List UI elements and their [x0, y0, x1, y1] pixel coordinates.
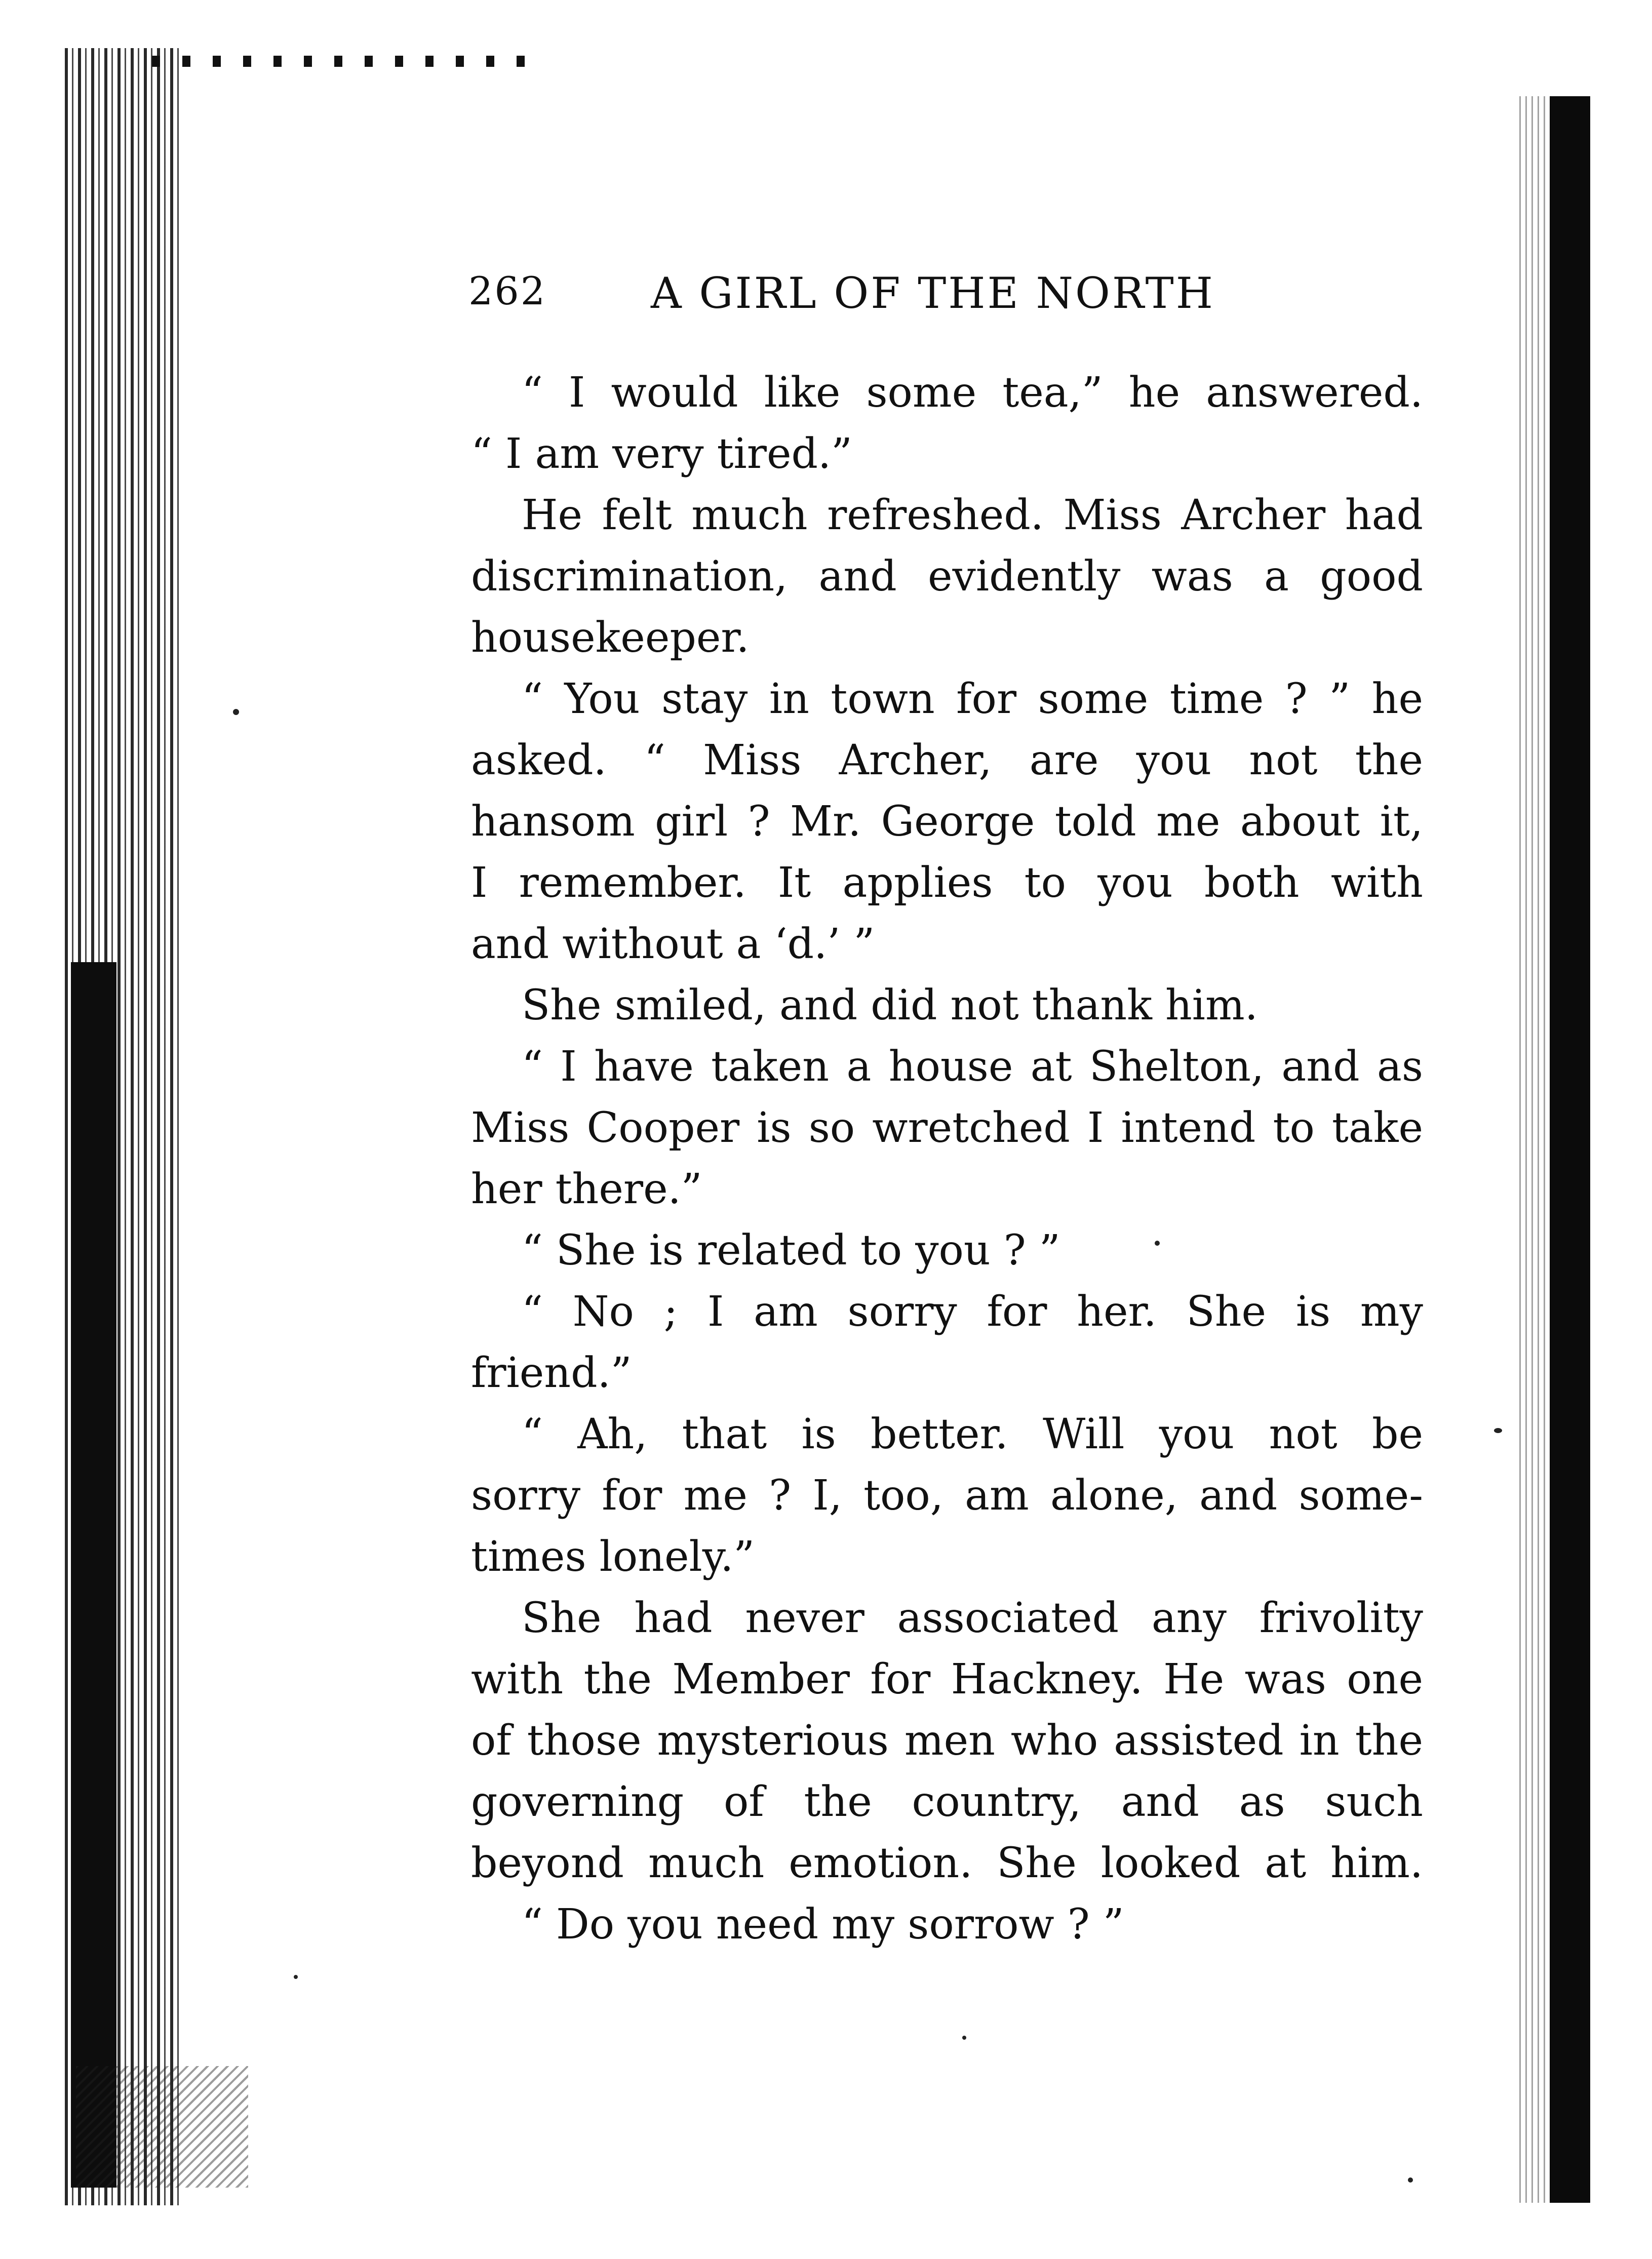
text-line: housekeeper. [471, 614, 750, 662]
text-line: governing of the country, and as such [471, 1778, 1423, 1826]
text-line: “ She is related to you ? ” [522, 1226, 1060, 1275]
text-line: with the Member for Hackney. He was one [471, 1655, 1423, 1703]
text-line: asked. “ Miss Archer, are you not the [471, 736, 1423, 784]
text-line: “ I am very tired.” [471, 430, 852, 478]
text-line: her there.” [471, 1165, 702, 1213]
text-line: Miss Cooper is so wretched I intend to take [471, 1104, 1423, 1152]
text-line: She smiled, and did not thank him. [522, 981, 1258, 1029]
text-line: He felt much refreshed. Miss Archer had [522, 491, 1423, 539]
scan-speck [1408, 2177, 1413, 2183]
scan-speck [294, 1975, 298, 1979]
text-line: “ No ; I am sorry for her. She is my [522, 1288, 1423, 1336]
scan-speck [962, 2036, 966, 2040]
text-line: “ I have taken a house at Shelton, and as [522, 1043, 1423, 1091]
page-number: 262 [468, 268, 547, 313]
scan-speck [1494, 1428, 1502, 1433]
text-line: and without a ‘d.’ ” [471, 920, 875, 968]
text-line: “ Ah, that is better. Will you not be [522, 1410, 1423, 1458]
text-line: beyond much emotion. She looked at him. [471, 1839, 1423, 1887]
top-scan-marks [152, 56, 537, 67]
body-text [471, 362, 1423, 1955]
left-binding-dark-edge [71, 962, 116, 2188]
scan-speck [233, 709, 239, 715]
text-line: I remember. It applies to you both with [471, 859, 1423, 907]
running-head: A GIRL OF THE NORTH [651, 268, 1215, 318]
text-line: sorry for me ? I, too, am alone, and some- [471, 1472, 1423, 1520]
right-scan-shadow [1519, 96, 1550, 2203]
text-line: friend.” [471, 1349, 632, 1397]
text-line: “ You stay in town for some time ? ” he [522, 675, 1423, 723]
text-line: times lonely.” [471, 1533, 755, 1581]
page-header [468, 268, 1228, 324]
right-binding-dark-edge [1550, 96, 1590, 2203]
text-line: “ Do you need my sorrow ? ” [522, 1900, 1124, 1949]
text-line: hansom girl ? Mr. George told me about it, [471, 798, 1423, 846]
text-line: She had never associated any frivolity [522, 1594, 1423, 1642]
text-line: of those mysterious men who assisted in the [471, 1717, 1423, 1765]
left-scan-noise [76, 2066, 248, 2188]
text-line: “ I would like some tea,” he answered. [522, 369, 1423, 417]
text-line: discrimination, and evidently was a good [471, 552, 1423, 601]
